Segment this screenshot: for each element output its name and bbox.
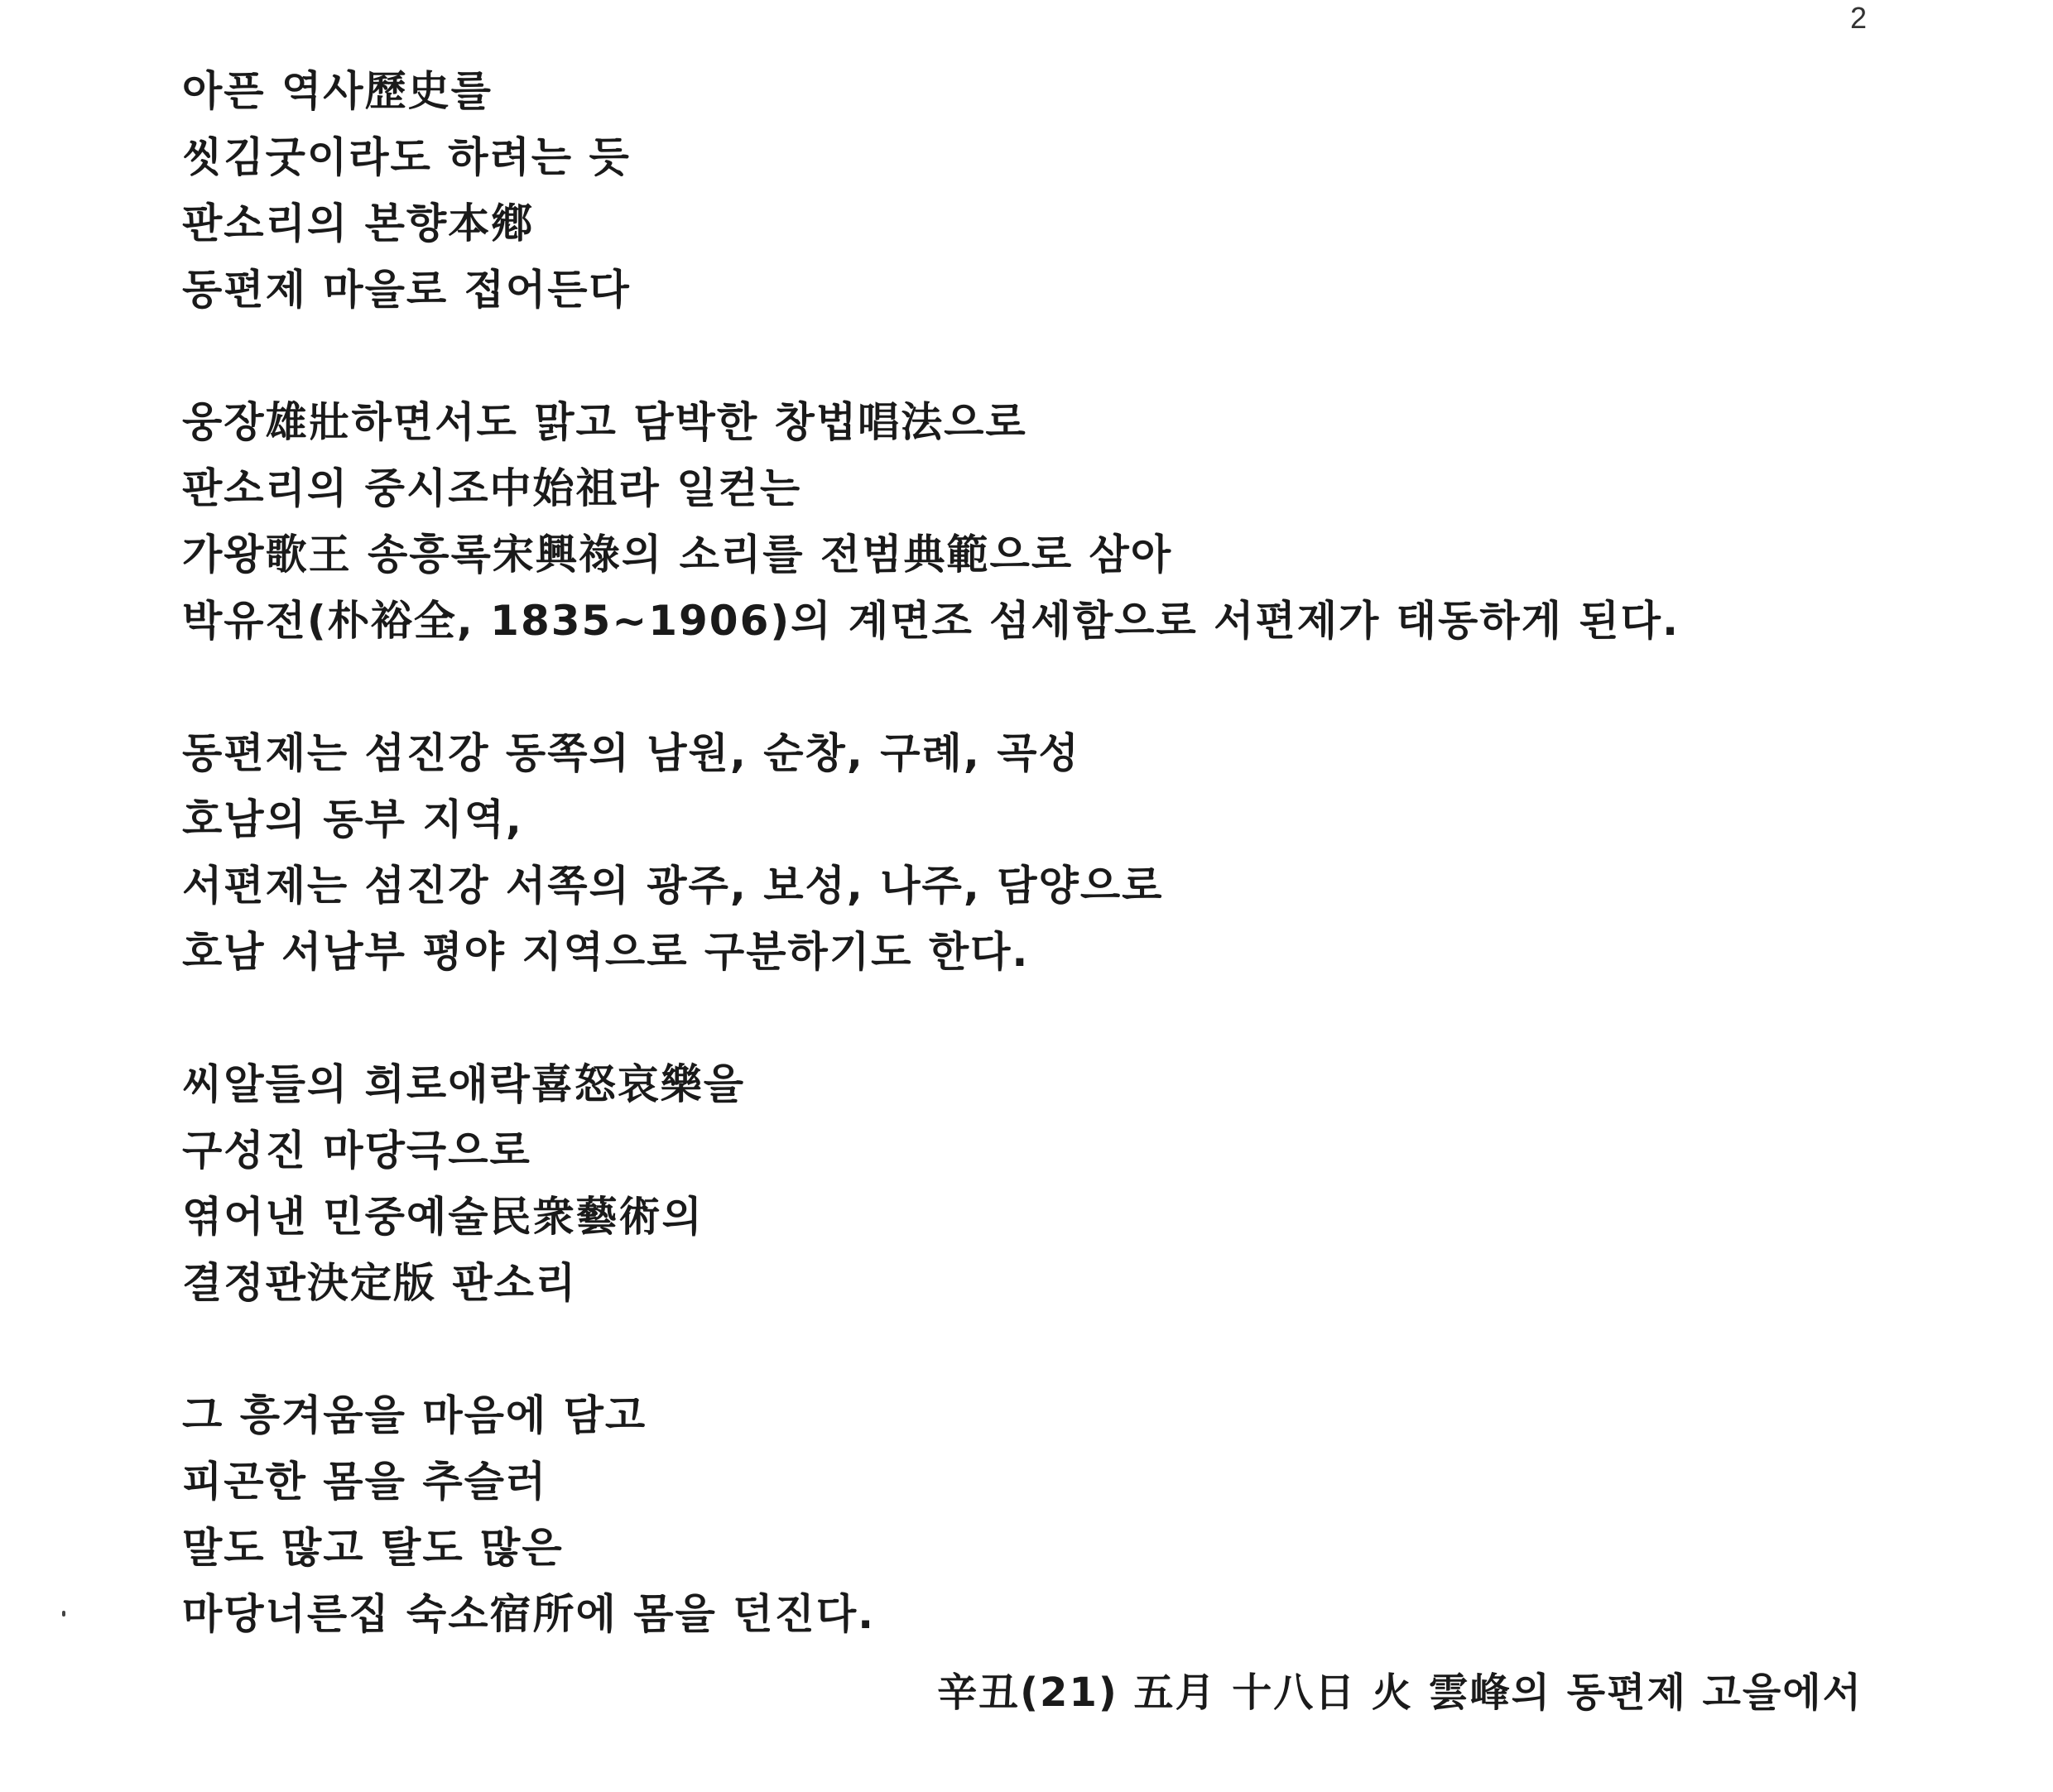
- poem-line: 동편제 마을로 접어든다: [182, 266, 631, 314]
- poem-line: 결정판決定版 판소리: [182, 1259, 578, 1307]
- scan-speck: [62, 1611, 65, 1617]
- poem-line: 피곤한 몸을 추슬러: [182, 1458, 548, 1506]
- poem-body: [182, 58, 1879, 1647]
- poem-line: 박유전(朴裕全, 1835~1906)의 계면조 섬세함으로 서편제가 태동하게 된다.: [182, 597, 1680, 645]
- poem-line: 동편제는 섬진강 동쪽의 남원, 순창, 구례, 곡성: [182, 729, 1080, 777]
- stanza-4: [182, 1051, 1879, 1316]
- poem-line: 가왕歌王 송흥록宋興祿의 소리를 전범典範으로 삼아: [182, 531, 1173, 579]
- poem-line: 씻김굿이라도 하려는 듯: [182, 133, 631, 181]
- poem-line: 판소리의 본향本鄕: [182, 199, 535, 247]
- poem-line: 서편제는 섬진강 서쪽의 광주, 보성, 나주, 담양으로: [182, 862, 1164, 910]
- stanza-2: [182, 389, 1879, 654]
- poem-line: 판소리의 중시조中始祖라 일컫는: [182, 464, 802, 512]
- dateline: 辛丑(21) 五月 十八日 火 雲峰의 동편제 고을에서: [937, 1669, 1863, 1716]
- stanza-1: [182, 58, 1879, 323]
- poem-line: 말도 많고 탈도 많은: [182, 1524, 564, 1572]
- stanza-5: [182, 1382, 1879, 1647]
- stanza-3: [182, 720, 1879, 985]
- poem-line: 웅장雄壯하면서도 맑고 담박한 창법唱法으로: [182, 398, 1027, 446]
- page-number: 2: [1849, 1, 1867, 35]
- poem-line: 그 흥겨움을 마음에 담고: [182, 1391, 647, 1439]
- poem-line: 마당너른집 숙소宿所에 몸을 던진다.: [182, 1590, 876, 1638]
- poem-line: 호남의 동부 지역,: [182, 795, 523, 843]
- poem-line: 엮어낸 민중예술民衆藝術의: [182, 1193, 704, 1241]
- poem-line: 아픈 역사歷史를: [182, 67, 493, 115]
- poem-line: 씨알들의 희로애락喜怒哀樂을: [182, 1060, 746, 1108]
- poem-line: 구성진 마당극으로: [182, 1127, 531, 1175]
- poem-line: 호남 서남부 평야 지역으로 구분하기도 한다.: [182, 928, 1030, 976]
